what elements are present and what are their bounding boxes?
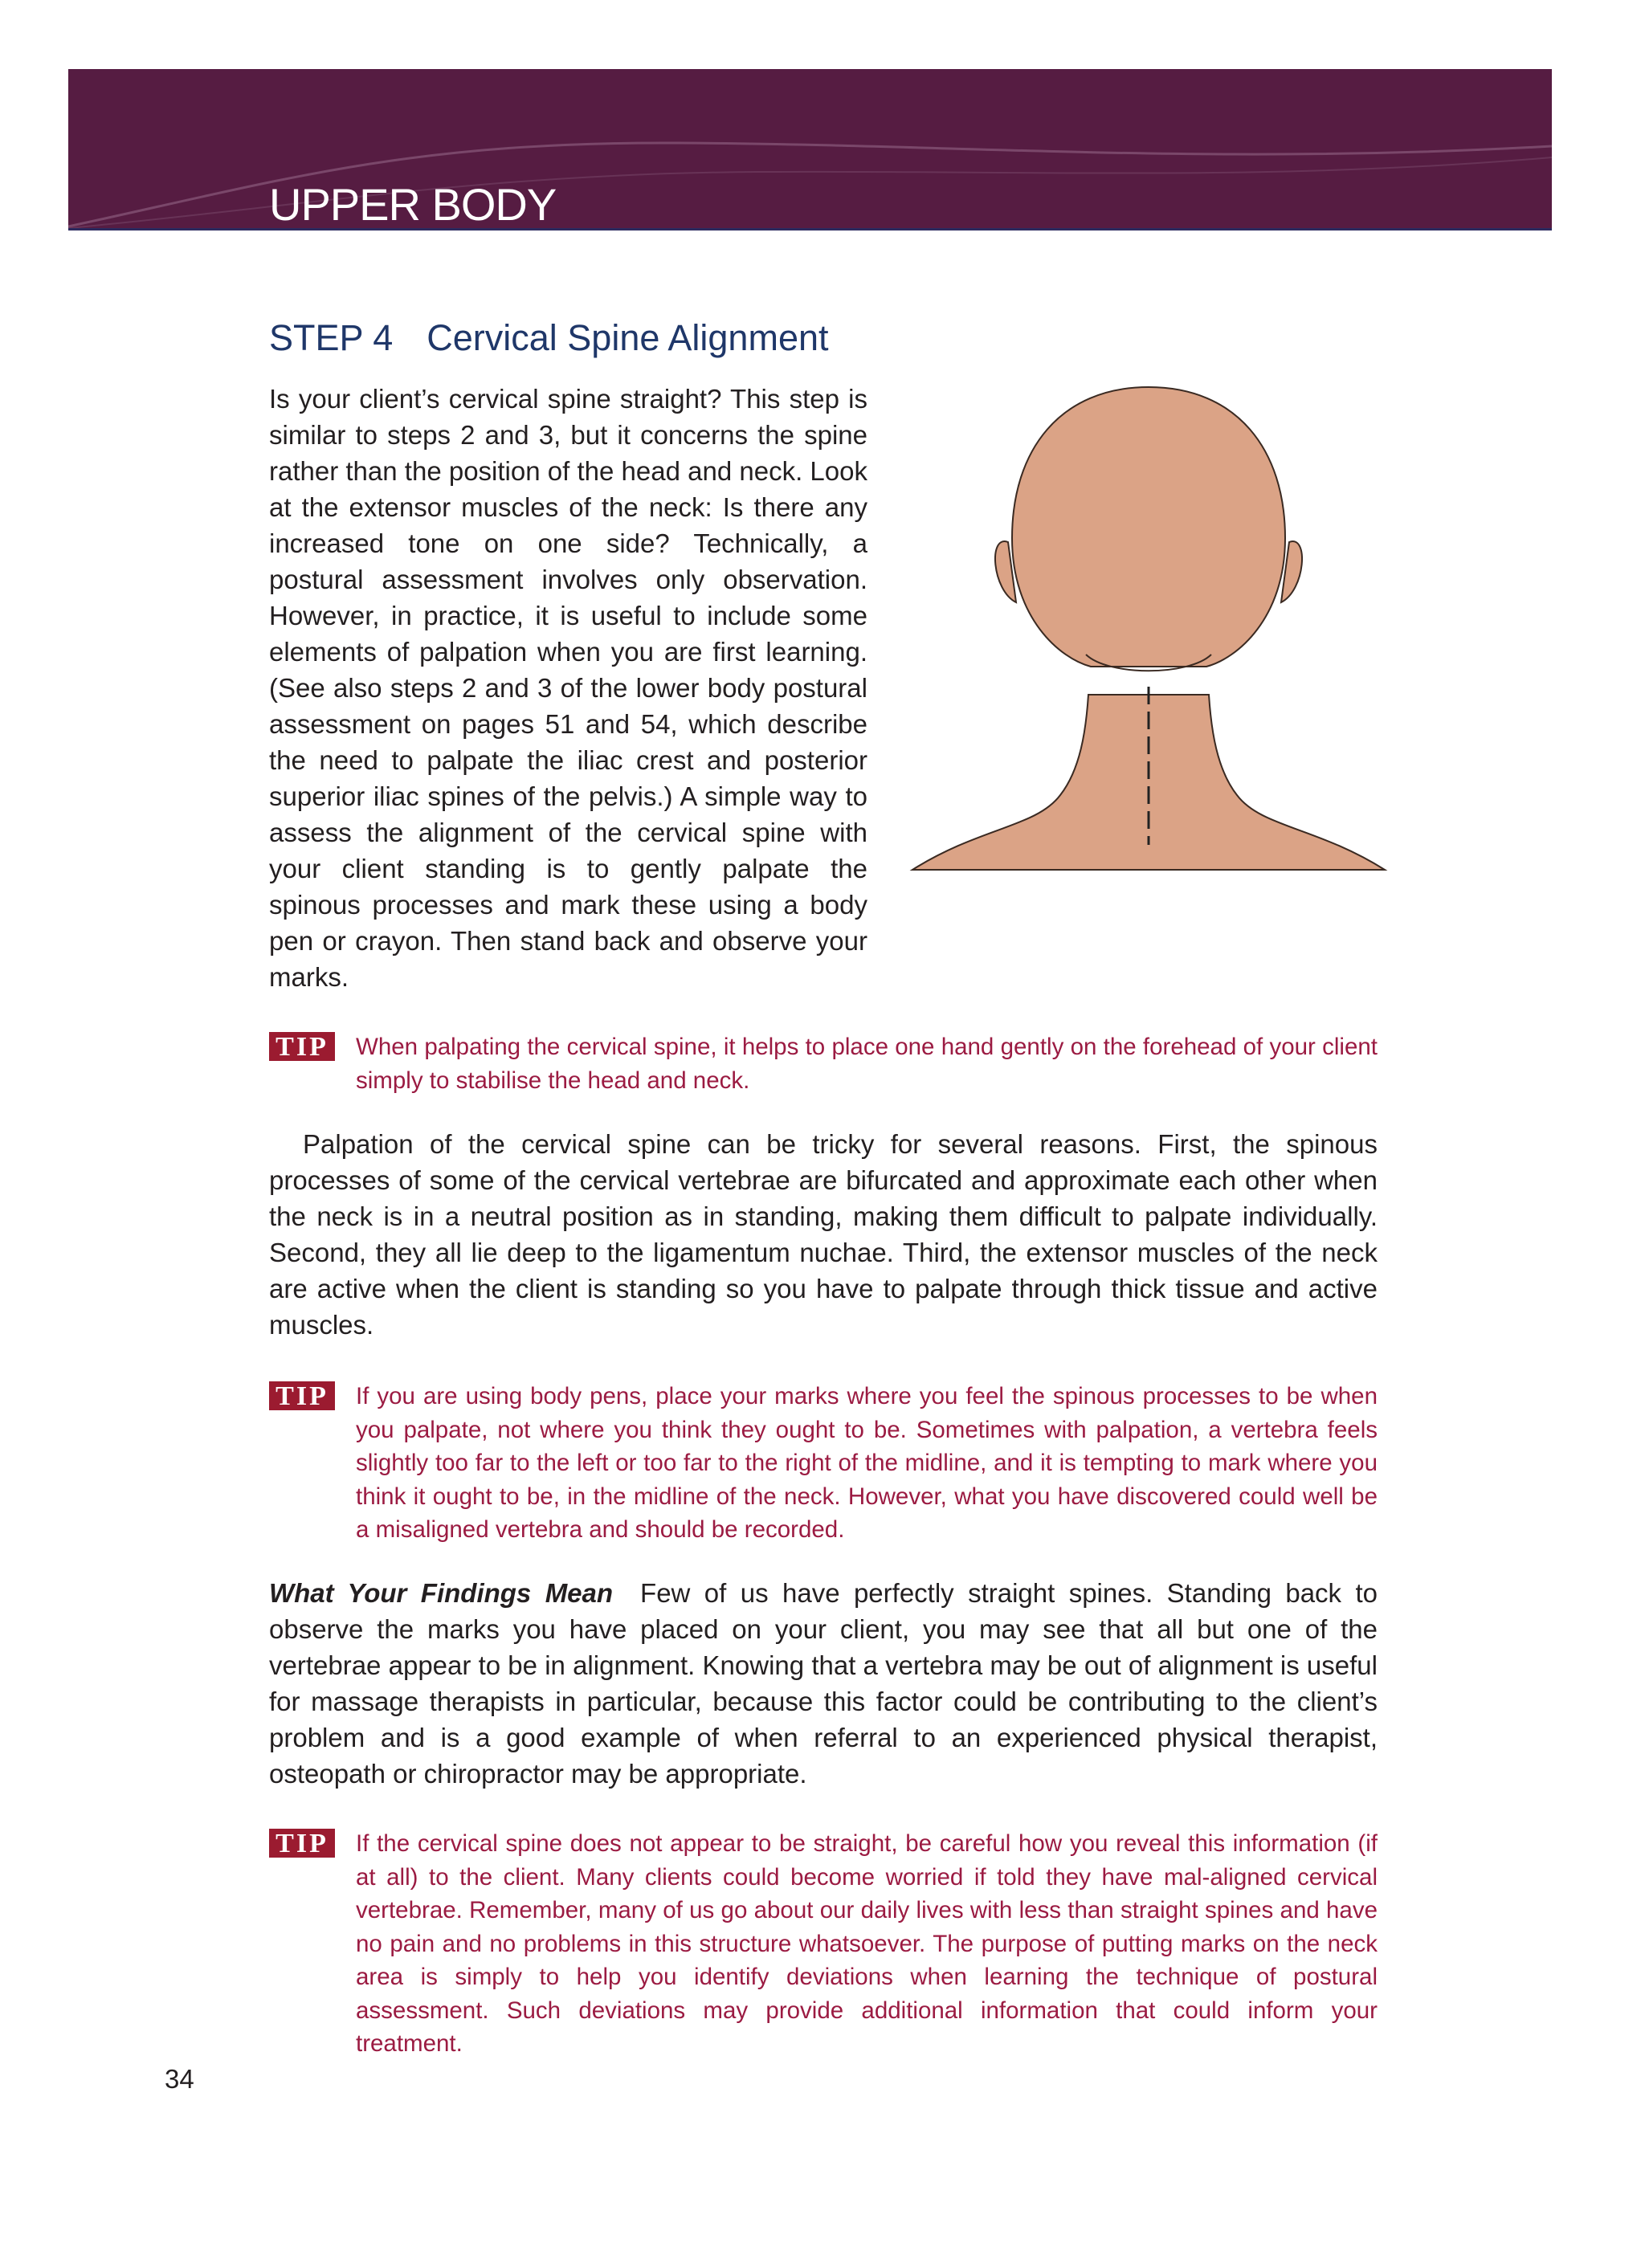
tip-badge: TIP [269,1829,335,1858]
tip-text: If you are using body pens, place your marks where you feel the spinous processes to be when you palpate, not where you think they ought to be. Sometimes with palpation, a vertebra feels slightly too far to the left or too far to the right of the midline, and it is tempting to mark where you think it ought to be, in the midline of the neck. However, what you have discovered could well be a misaligned vertebra and should be recorded. [356,1383,1378,1543]
step-heading [269,317,829,359]
head-shape [1012,387,1285,667]
tip-box [269,1030,1378,1097]
page-number: 34 [165,2064,194,2094]
step-title: Cervical Spine Alignment [427,317,829,358]
intro-paragraph: Is your client’s cervical spine straight? This step is similar to steps 2 and 3, but it concerns the spine rather than the position of the head and neck. Look at the extensor muscles of the neck: Is there any increased tone on one side? Technically, a postural assessment involves only observation. However, in practice, it is useful to include some elements of palpation when you are first learning. (See also steps 2 and 3 of the lower body postural assessment on pages 51 and 54, which describe the need to palpate the iliac crest and posterior superior iliac spines of the pelvis.) A simple way to assess the alignment of the cervical spine with your client standing is to gently palpate the spinous processes and mark these using a body pen or crayon. Then stand back and observe your marks. [269,384,867,992]
findings-text: Few of us have perfectly straight spines. Standing back to observe the marks you have placed on your client, you may see that all but one of the vertebrae appear to be in alignment. Knowing that a vertebra may be out of alignment is useful for massage therapists in particular, because this factor could be contributing to the client’s problem and is a good example of when referral to an experienced physical therapist, osteopath or chiropractor may be appropriate. [269,1578,1378,1789]
step-number: STEP 4 [269,317,394,358]
section-title: UPPER BODY [269,179,557,230]
palpation-paragraph: Palpation of the cervical spine can be tricky for several reasons. First, the spinous processes of some of the cervical vertebrae are bifurcated and approximate each other when the neck is in a neutral position as in standing, making them difficult to palpate individually. Second, they all lie deep to the ligamentum nuchae. Third, the extensor muscles of the neck are active when the client is standing so you have to palpate through thick tissue and active muscles. [269,1129,1378,1340]
tip-box [269,1827,1378,2061]
findings-lead-heading: What Your Findings Mean [269,1578,614,1608]
tip-badge: TIP [269,1032,335,1061]
tip-text: When palpating the cervical spine, it helps to place one hand gently on the forehead of your client simply to stabilise the head and neck. [356,1034,1378,1094]
tip-box [269,1380,1378,1547]
findings-paragraph [269,1575,1378,1792]
head-neck-illustration [908,377,1390,879]
tip-badge: TIP [269,1381,335,1410]
tip-text: If the cervical spine does not appear to be straight, be careful how you reveal this information (if at all) to the client. Many clients could become worried if told they have mal-aligned cervical vertebrae. Remember, many of us go about our daily lives with less than straight spines and have no pain and no problems in this structure whatsoever. The purpose of putting marks on the neck area is simply to help you identify deviations when learning the technique of postural assessment. Such deviations may provide additional information that could inform your treatment. [356,1830,1378,2057]
